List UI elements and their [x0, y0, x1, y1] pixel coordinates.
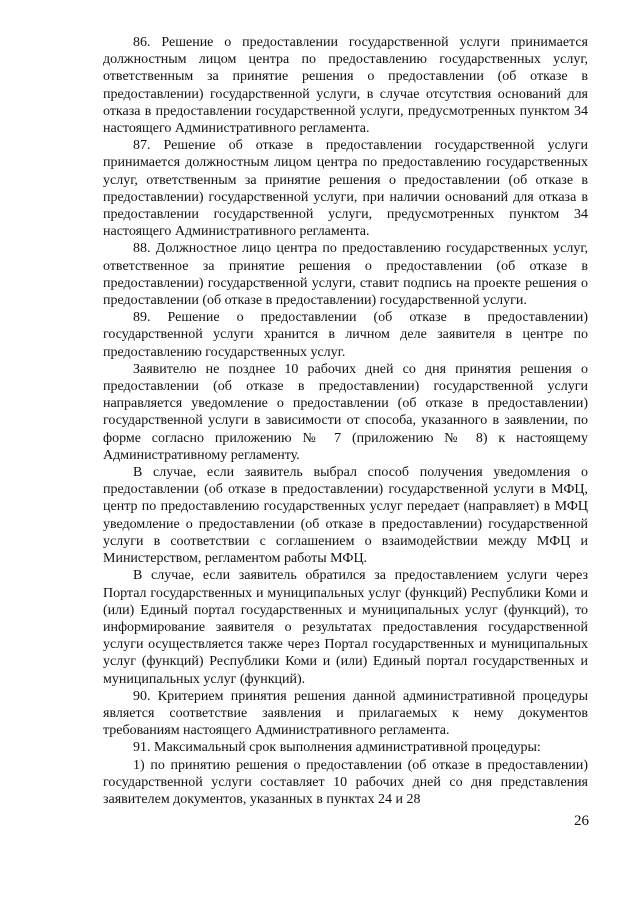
- paragraph-88: 88. Должностное лицо центра по предоставлению государственных услуг, ответственное за принятие решения о предоставлении (об отказе в предоставлении) государственной услуги, ставит подпись на проекте решения о предоставлении (об отказе в предоставлении) государственной услуги.: [103, 241, 588, 309]
- paragraph-91: 91. Максимальный срок выполнения административной процедуры:: [133, 740, 541, 756]
- paragraph-mfc-notification: В случае, если заявитель выбрал способ получения уведомления о предоставлении (об отказе в предоставлении) государственной услуги в МФЦ, центр по предоставлению государственных услуг передает (направляет) в МФЦ уведомление о предоставлении (об отказе в предоставлении) государственной услуги в соответствии с соглашением о взаимодействии между МФЦ и Министерством, регламентом работы МФЦ.: [103, 465, 588, 567]
- paragraph-90: 90. Критерием принятия решения данной административной процедуры является соответствие заявления и прилагаемых к нему документов требованиям настоящего Административного регламента.: [103, 688, 588, 739]
- paragraph-notification-deadline: Заявителю не позднее 10 рабочих дней со дня принятия решения о предоставлении (об отказе в предоставлении) государственной услуги направляется уведомление о предоставлении (об отказе в предоставлении) государственной услуги в зависимости от способа, указанного в заявлении, по форме согласно приложению № 7 (приложению № 8) к настоящему Административному регламенту.: [103, 361, 588, 463]
- paragraph-86: 86. Решение о предоставлении государственной услуги принимается должностным лицом центра по предоставлению государственных услуг, ответственным за принятие решения о предоставлении (об отказе в предоставлении) государственной услуги, в случае отсутствия оснований для отказа в предоставлении государственной услуги, предусмотренных пунктом 34 настоящего Административного регламента.: [103, 35, 588, 137]
- paragraph-91-item-1: 1) по принятию решения о предоставлении (об отказе в предоставлении) государственной услуги составляет 10 рабочих дней со дня представления заявителем документов, указанных в пунктах 24 и 28: [103, 757, 588, 807]
- page-number: 26: [574, 813, 589, 829]
- paragraph-portal-notification: В случае, если заявитель обратился за предоставлением услуги через Портал государственных и муниципальных услуг (функций) Республики Коми и (или) Единый портал государственных и муниципальных услуг (функций), то информирование заявителя о результатах предоставления государственной услуги осуществляется также через Портал государственных и муниципальных услуг (функций) Республики Коми и (или) Единый портал государственных и муниципальных услуг (функций).: [103, 568, 588, 687]
- paragraph-89: 89. Решение о предоставлении (об отказе в предоставлении) государственной услуги хранится в личном деле заявителя в центре по предоставлению государственных услуг.: [103, 310, 588, 360]
- paragraph-87: 87. Решение об отказе в предоставлении государственной услуги принимается должностным лицом центра по предоставлению государственных услуг, ответственным за принятие решения о предоставлении (об отказе в предоставлении) государственной услуги, при наличии оснований для отказа в предоставлении государственной услуги, предусмотренных пунктом 34 настоящего Административного регламента.: [103, 138, 588, 240]
- document-body: [103, 34, 588, 808]
